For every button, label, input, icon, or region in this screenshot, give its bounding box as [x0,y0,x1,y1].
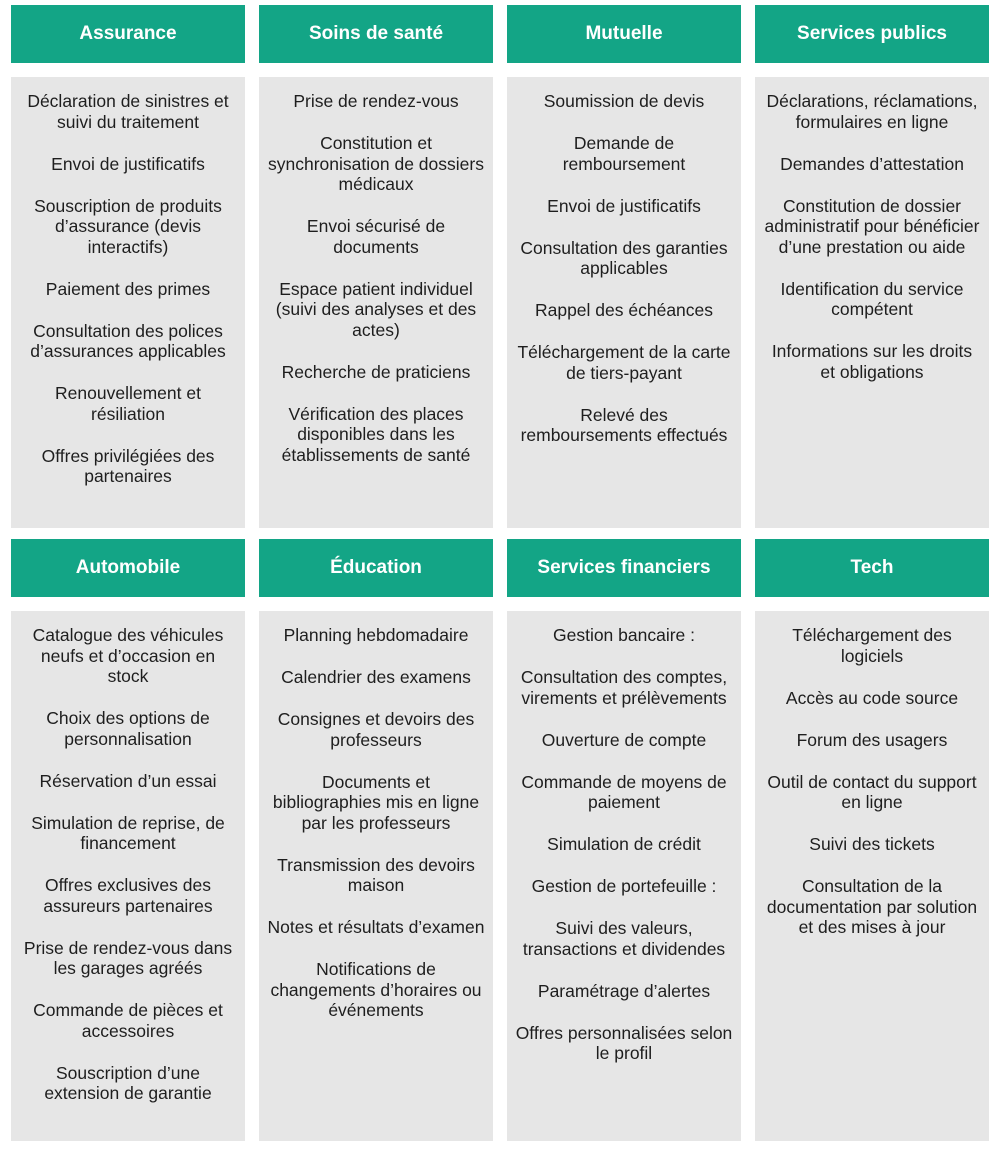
list-item: Déclarations, réclamations, formulaires en ligne [766,91,978,132]
sector-panel [507,611,741,1141]
sector-panel [11,77,245,528]
list-item: Catalogue des véhicules neufs et d’occasion en stock [32,625,224,686]
list-item: Documents et bibliographies mis en ligne par les professeurs [272,771,480,833]
list-item: Renouvellement et résiliation [55,383,201,424]
list-item: Prise de rendez-vous [293,91,459,111]
list-item: Calendrier des examens [281,667,471,687]
list-item: Planning hebdomadaire [283,625,469,645]
list-item: Consultation de la documentation par solution et des mises à jour [766,876,978,937]
list-item: Commande de pièces et accessoires [33,1000,223,1041]
list-item: Consultation des polices d’assurances applicables [30,320,226,361]
list-item: Téléchargement de la carte de tiers-payant [517,342,731,383]
list-item: Offres personnalisées selon le profil [515,1022,733,1063]
sector-panel [259,77,493,528]
list-item: Recherche de praticiens [281,361,471,382]
list-item: Informations sur les droits et obligations [771,341,973,382]
list-item: Envoi de justificatifs [547,195,701,216]
list-item: Vérification des places disponibles dans les établissements de santé [281,403,471,465]
list-item: Notes et résultats d’examen [267,917,485,937]
list-item: Paramétrage d’alertes [537,980,711,1001]
sector-header: Tech [755,539,989,597]
list-item: Demande de remboursement [562,133,686,174]
list-item: Gestion bancaire : [552,625,696,645]
list-item: Souscription d’une extension de garantie [44,1062,212,1103]
sector-header: Assurance [11,5,245,63]
sector-header: Éducation [259,539,493,597]
list-item: Suivi des tickets [809,834,935,854]
list-item: Commande de moyens de paiement [521,771,727,812]
list-item: Simulation de crédit [547,834,701,854]
list-item: Prise de rendez-vous dans les garages agréés [23,937,233,978]
list-item: Envoi de justificatifs [51,153,205,174]
list-item: Soumission de devis [543,91,705,111]
list-item: Gestion de portefeuille : [531,876,717,896]
list-item: Choix des options de personnalisation [46,708,210,749]
list-item: Réservation d’un essai [39,770,217,791]
list-item: Constitution de dossier administratif pour bénéficier d’une prestation ou aide [764,195,980,257]
sector-header: Mutuelle [507,5,741,63]
list-item: Identification du service compétent [780,278,964,319]
list-item: Souscription de produits d’assurance (devis interactifs) [34,195,222,257]
list-item: Transmission des devoirs maison [277,854,475,895]
sector-header: Soins de santé [259,5,493,63]
list-item: Forum des usagers [796,729,948,750]
list-item: Consultation des comptes, virements et prélèvements [520,667,728,708]
sector-header: Services financiers [507,539,741,597]
list-item: Ouverture de compte [541,729,707,750]
sector-panel [11,611,245,1141]
list-item: Espace patient individuel (suivi des analyses et des actes) [275,278,477,340]
list-item: Téléchargement des logiciels [792,625,952,666]
list-item: Consignes et devoirs des professeurs [277,709,475,750]
list-item: Outil de contact du support en ligne [767,771,977,812]
list-item: Paiement des primes [45,278,211,299]
sector-panel [755,77,989,528]
list-item: Offres privilégiées des partenaires [41,445,215,486]
list-item: Constitution et synchronisation de dossiers médicaux [268,133,484,194]
list-item: Consultation des garanties applicables [520,237,728,278]
list-item: Déclaration de sinistres et suivi du traitement [27,91,229,132]
sector-panel [507,77,741,528]
list-item: Simulation de reprise, de financement [31,812,225,853]
sector-panel [259,611,493,1141]
list-item: Suivi des valeurs, transactions et dividendes [522,918,726,959]
list-item: Offres exclusives des assureurs partenaires [43,875,213,916]
sector-panel [755,611,989,1141]
list-item: Envoi sécurisé de documents [306,216,446,257]
list-item: Rappel des échéances [534,300,714,320]
list-item: Relevé des remboursements effectués [520,404,728,445]
list-item: Accès au code source [785,687,959,708]
list-item: Notifications de changements d’horaires ou événements [270,959,482,1020]
sector-header: Automobile [11,539,245,597]
list-item: Demandes d’attestation [780,153,964,174]
sector-header: Services publics [755,5,989,63]
